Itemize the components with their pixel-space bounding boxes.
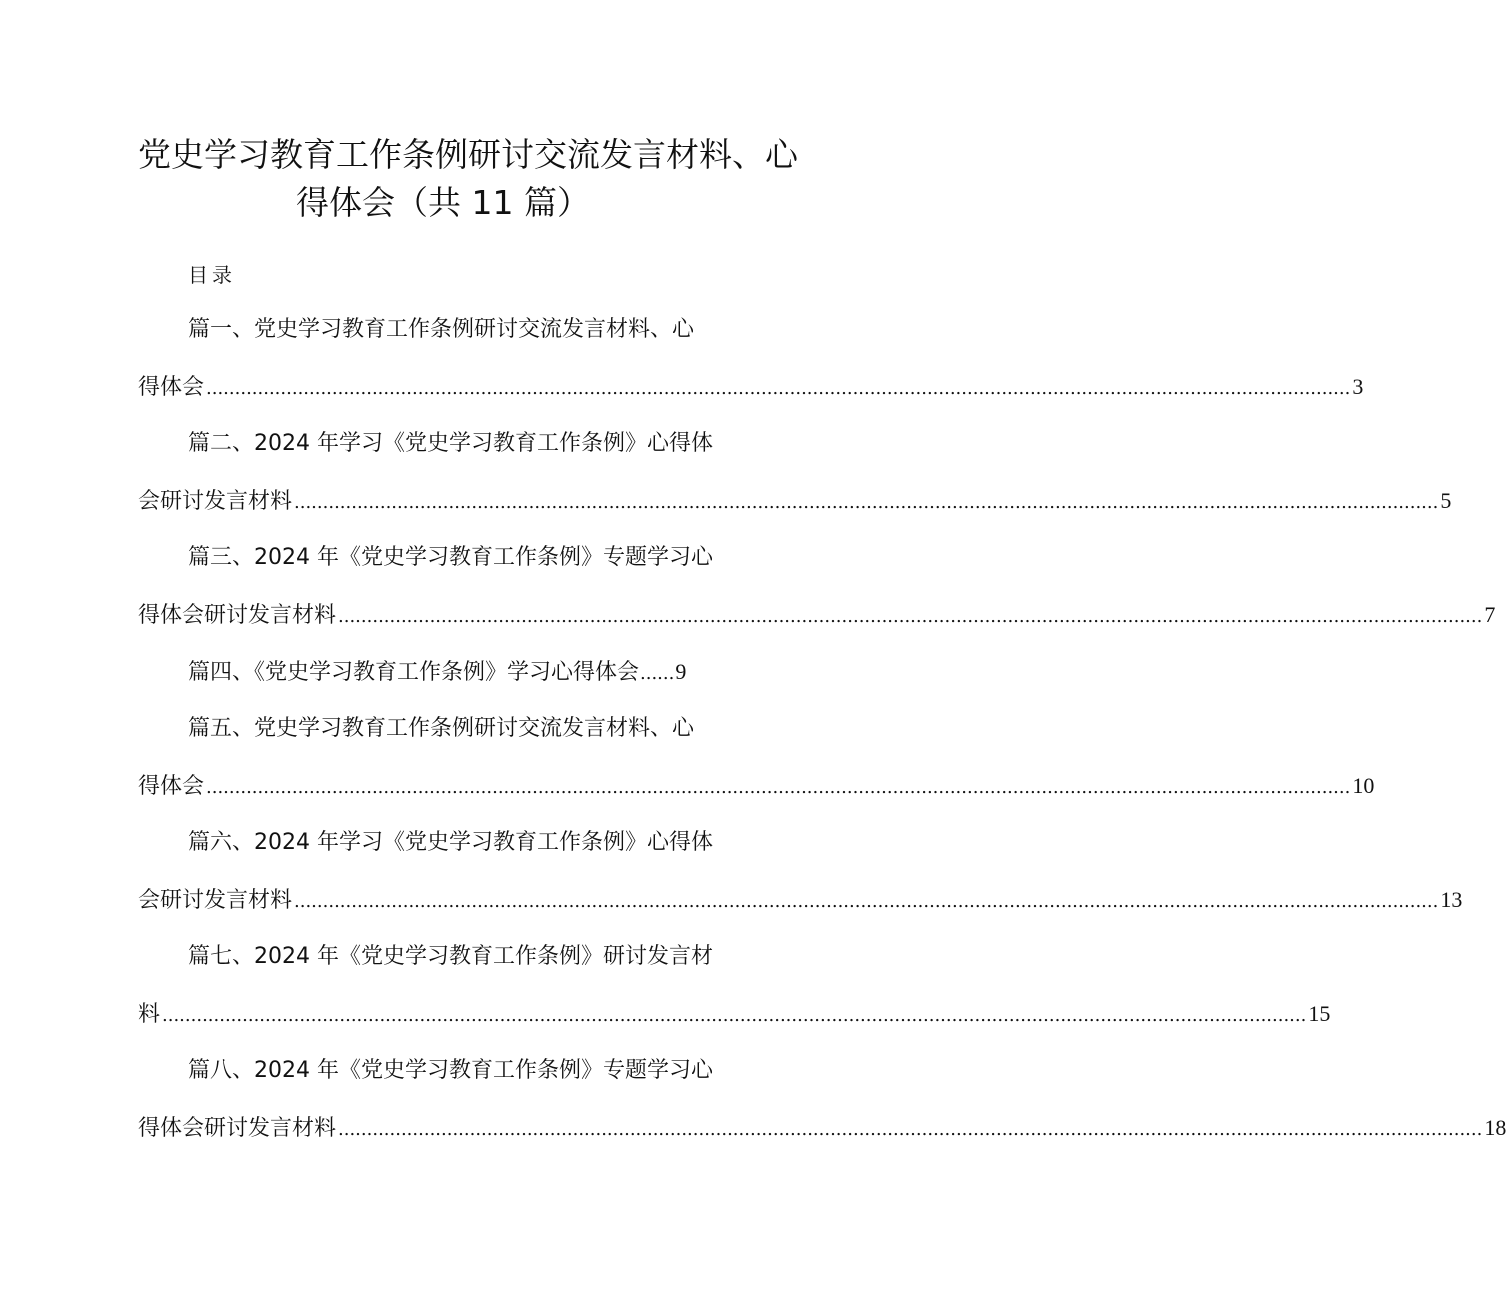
toc-entry[interactable]	[138, 1113, 1506, 1145]
toc-entry[interactable]	[138, 486, 1452, 518]
toc-page-number: 9	[675, 659, 687, 684]
toc-entry[interactable]	[138, 885, 1463, 917]
toc-entry[interactable]	[188, 657, 686, 689]
toc-page-number: 10	[1352, 773, 1375, 798]
toc-entry-title: 篇四、《党史学习教育工作条例》学习心得体会	[188, 660, 640, 685]
toc-entry-title-line1[interactable]: 篇一、党史学习教育工作条例研讨交流发言材料、心	[188, 317, 695, 342]
toc-entry-title-line2: 得体会	[138, 375, 205, 400]
toc-entry-title-line2: 料	[138, 1002, 161, 1027]
toc-entry-title-line2: 得体会研讨发言材料	[138, 603, 337, 628]
toc-leader-dots: ........................................................................................................................................................................................................	[206, 777, 1351, 798]
toc-leader-dots: ........................................................................................................................................................................................................	[294, 891, 1439, 912]
document-title-line2: 得体会（共 11 篇）	[296, 183, 590, 222]
toc-page-number: 13	[1440, 887, 1463, 912]
toc-entry[interactable]	[138, 372, 1364, 404]
toc-entry-title-line1[interactable]: 篇二、2024 年学习《党史学习教育工作条例》心得体	[188, 431, 713, 456]
toc-entry[interactable]	[138, 600, 1496, 632]
toc-entry[interactable]	[138, 999, 1331, 1031]
toc-entry[interactable]	[138, 771, 1375, 803]
toc-page-number: 7	[1484, 602, 1496, 627]
toc-entry-title-line2: 会研讨发言材料	[138, 489, 293, 514]
toc-page-number: 3	[1352, 374, 1364, 399]
document-title-line1: 党史学习教育工作条例研讨交流发言材料、心	[138, 135, 798, 174]
toc-page-number: 18	[1484, 1115, 1506, 1140]
toc-label: 目录	[188, 263, 236, 287]
toc-entry-title-line1[interactable]: 篇七、2024 年《党史学习教育工作条例》研讨发言材	[188, 944, 713, 969]
toc-entry-title-line2: 得体会研讨发言材料	[138, 1116, 337, 1141]
toc-leader-dots: ........................................................................................................................................................................................................	[294, 492, 1439, 513]
toc-entry-title-line2: 得体会	[138, 774, 205, 799]
toc-page-number: 15	[1308, 1001, 1331, 1026]
toc-page-number: 5	[1440, 488, 1452, 513]
toc-leader-dots: ......	[640, 663, 675, 684]
toc-leader-dots: ........................................................................................................................................................................................................	[206, 378, 1351, 399]
toc-leader-dots: ........................................................................................................................................................................................................	[338, 606, 1483, 627]
toc-entry-title-line1[interactable]: 篇八、2024 年《党史学习教育工作条例》专题学习心	[188, 1058, 713, 1083]
toc-entry-title-line1[interactable]: 篇六、2024 年学习《党史学习教育工作条例》心得体	[188, 830, 713, 855]
toc-leader-dots: ........................................................................................................................................................................................................	[162, 1005, 1307, 1026]
toc-entry-title-line2: 会研讨发言材料	[138, 888, 293, 913]
toc-entry-title-line1[interactable]: 篇五、党史学习教育工作条例研讨交流发言材料、心	[188, 716, 695, 741]
toc-entry-title-line1[interactable]: 篇三、2024 年《党史学习教育工作条例》专题学习心	[188, 545, 713, 570]
toc-leader-dots: ........................................................................................................................................................................................................	[338, 1119, 1483, 1140]
